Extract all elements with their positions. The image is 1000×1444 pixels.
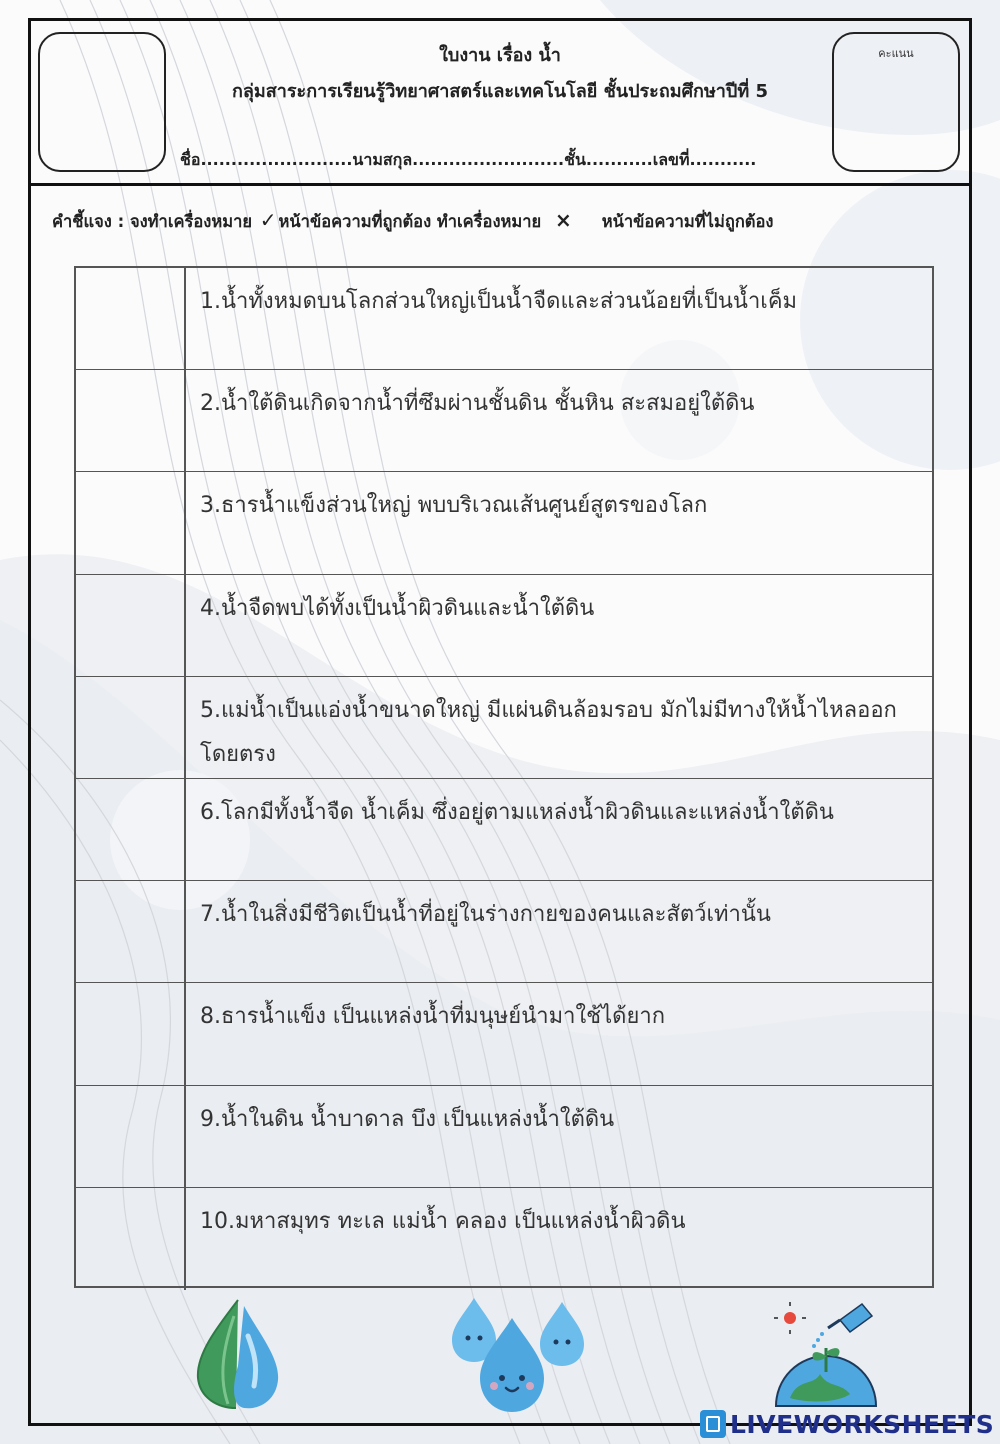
answer-cell-8[interactable]	[76, 983, 186, 1084]
table-row	[76, 881, 932, 983]
answer-cell-9[interactable]	[76, 1086, 186, 1187]
table-row	[76, 268, 932, 370]
table-row	[76, 983, 932, 1085]
table-row	[76, 472, 932, 574]
table-row	[76, 370, 932, 472]
instructions-incorrect-text: หน้าข้อความที่ไม่ถูกต้อง	[601, 212, 774, 231]
score-box[interactable]	[832, 32, 960, 172]
worksheet-title: ใบงาน เรื่อง น้ำ	[439, 45, 561, 66]
instructions-prefix: คำชี้แจง : จงทำเครื่องหมาย	[52, 212, 253, 231]
answer-cell-2[interactable]	[76, 370, 186, 471]
statement-text: 9.น้ำในดิน น้ำบาดาล บึง เป็นแหล่งน้ำใต้ดิน	[200, 1106, 615, 1132]
liveworksheets-logo-icon	[700, 1410, 726, 1438]
liveworksheets-logo	[700, 1408, 994, 1440]
cross-mark-icon: ×	[554, 208, 572, 232]
table-row	[76, 1188, 932, 1290]
instructions-correct-text: หน้าข้อความที่ถูกต้อง ทำเครื่องหมาย	[278, 212, 542, 231]
statement-text: 8.ธารน้ำแข็ง เป็นแหล่งน้ำที่มนุษย์นำมาใช้ได้ยาก	[200, 1004, 666, 1030]
header-left-box	[38, 32, 166, 172]
table-row	[76, 677, 932, 779]
answer-cell-5[interactable]	[76, 677, 186, 778]
table-row	[76, 575, 932, 677]
answer-cell-10[interactable]	[76, 1188, 186, 1290]
table-row	[76, 1086, 932, 1188]
leaf-water-drop-icon	[188, 1296, 288, 1412]
answer-cell-4[interactable]	[76, 575, 186, 676]
statement-text: 1.น้ำทั้งหมดบนโลกส่วนใหญ่เป็นน้ำจืดและส่วนน้อยที่เป็นน้ำเค็ม	[200, 289, 798, 314]
statement-text: 6.โลกมีทั้งน้ำจืด น้ำเค็ม ซึ่งอยู่ตามแหล่งน้ำผิวดินและแหล่งน้ำใต้ดิน	[200, 799, 834, 825]
answer-cell-6[interactable]	[76, 779, 186, 880]
logo-text: LIVEWORKSHEETS	[730, 1409, 995, 1439]
table-row	[76, 779, 932, 881]
header-divider	[28, 183, 972, 186]
score-label: คะแนน	[878, 47, 914, 60]
smiling-water-drops-icon	[444, 1292, 594, 1420]
worksheet-subtitle: กลุ่มสาระการเรียนรู้วิทยาศาสตร์และเทคโนโลยี ชั้นประถมศึกษาปีที่ 5	[231, 81, 768, 102]
statements-table	[74, 266, 934, 1288]
instructions	[52, 208, 952, 235]
answer-cell-1[interactable]	[76, 268, 186, 369]
check-mark-icon: ✓	[259, 208, 277, 232]
statement-text: 7.น้ำในสิ่งมีชีวิตเป็นน้ำที่อยู่ในร่างกายของคนและสัตว์เท่านั้น	[200, 902, 771, 928]
answer-cell-3[interactable]	[76, 472, 186, 573]
statement-text: 10.มหาสมุทร ทะเล แม่น้ำ คลอง เป็นแหล่งน้ำผิวดิน	[200, 1208, 686, 1234]
statement-text: 4.น้ำจืดพบได้ทั้งเป็นน้ำผิวดินและน้ำใต้ดิน	[200, 595, 595, 621]
statement-text: 5.แม่น้ำเป็นแอ่งน้ำขนาดใหญ่ มีแผ่นดินล้อมรอบ มักไม่มีทางให้น้ำไหลออกโดยตรง	[200, 697, 897, 767]
statement-text: 3.ธารน้ำแข็งส่วนใหญ่ พบบริเวณเส้นศูนย์สูตรของโลก	[200, 493, 708, 519]
answer-cell-7[interactable]	[76, 881, 186, 982]
earth-watering-icon	[770, 1298, 882, 1410]
statement-text: 2.น้ำใต้ดินเกิดจากน้ำที่ซึมผ่านชั้นดิน ชั้นหิน สะสมอยู่ใต้ดิน	[200, 391, 755, 417]
student-info-line: ชื่อ.........................นามสกุล.........................ชั้น...........เลขที่...........	[180, 150, 757, 169]
